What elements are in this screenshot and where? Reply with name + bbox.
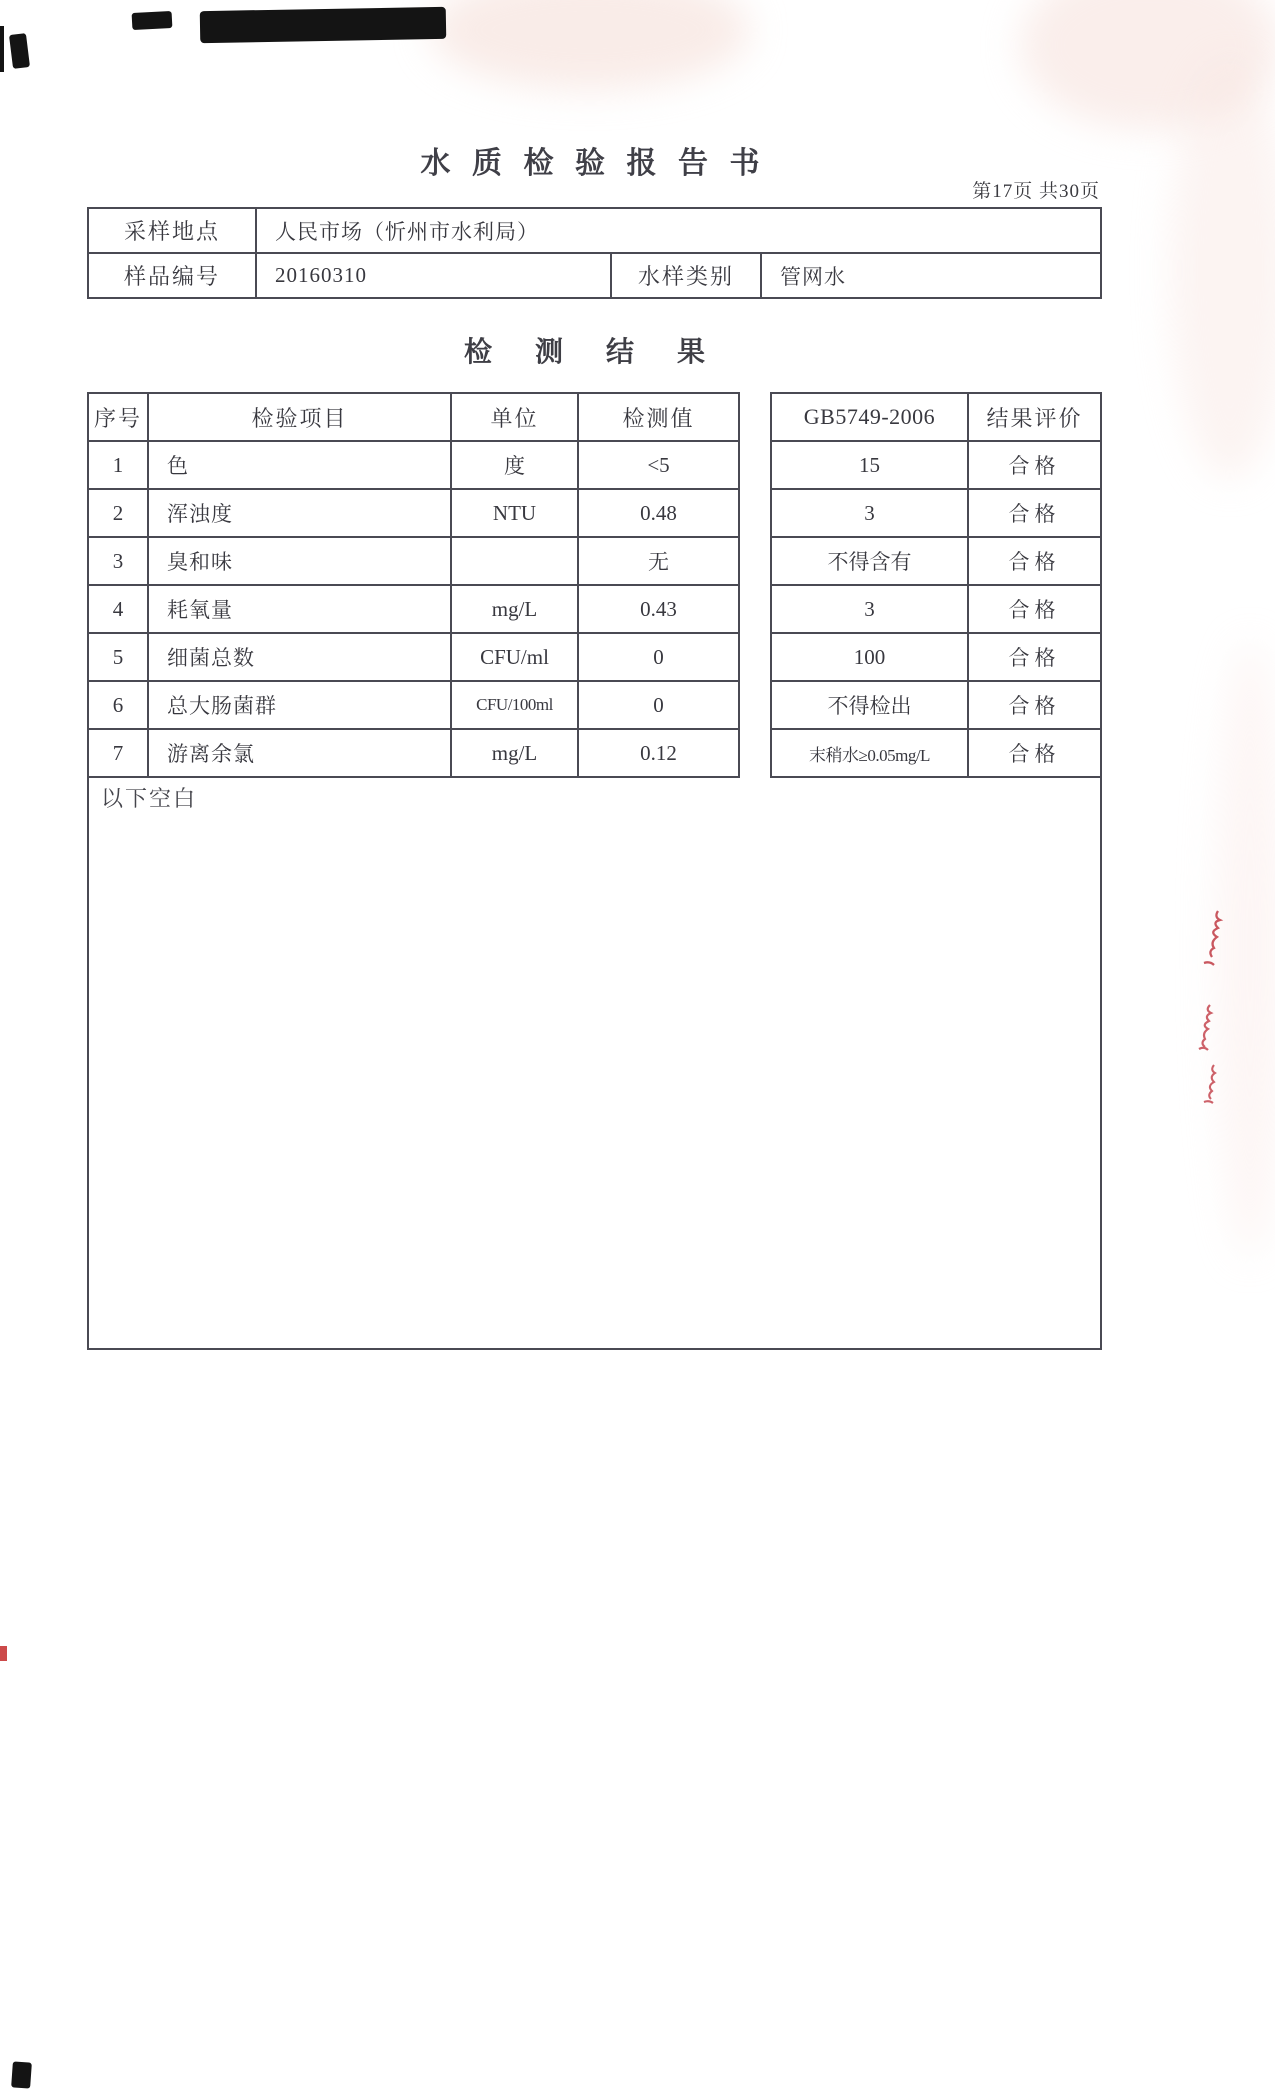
result-evaluation: 合格 [969, 586, 1102, 634]
sample-info-table [87, 207, 1102, 299]
result-evaluation: 合格 [969, 634, 1102, 682]
result-unit: mg/L [452, 586, 579, 634]
result-evaluation: 合格 [969, 730, 1102, 778]
result-item: 细菌总数 [149, 634, 452, 682]
result-standard: 15 [772, 442, 969, 490]
result-value: 0.43 [579, 586, 740, 634]
result-item: 色 [149, 442, 452, 490]
red-squiggle-marks [1188, 903, 1238, 1113]
result-standard: 3 [772, 490, 969, 538]
result-standard: 不得含有 [772, 538, 969, 586]
sample-no-label: 样品编号 [89, 254, 257, 299]
scan-tint-top-center [430, 0, 750, 90]
scan-tint-right-low [1215, 640, 1275, 1260]
result-evaluation: 合格 [969, 538, 1102, 586]
water-type-label: 水样类别 [612, 254, 762, 299]
scan-mark-bottom-left [11, 2061, 32, 2088]
result-unit: CFU/100ml [452, 682, 579, 730]
scan-mark-top-bar [200, 7, 447, 43]
sample-no-value: 20160310 [257, 254, 612, 299]
result-unit: CFU/ml [452, 634, 579, 682]
result-value: 0.48 [579, 490, 740, 538]
result-unit [452, 538, 579, 586]
col-header-unit: 单位 [452, 394, 579, 442]
result-value: 0 [579, 634, 740, 682]
result-unit: NTU [452, 490, 579, 538]
result-value: 0 [579, 682, 740, 730]
result-seq: 7 [89, 730, 149, 778]
result-unit: 度 [452, 442, 579, 490]
water-type-value: 管网水 [762, 254, 1102, 299]
result-evaluation: 合格 [969, 442, 1102, 490]
result-seq: 3 [89, 538, 149, 586]
result-item: 游离余氯 [149, 730, 452, 778]
result-evaluation: 合格 [969, 682, 1102, 730]
page-title: 水 质 检 验 报 告 书 [420, 147, 767, 180]
result-item: 浑浊度 [149, 490, 452, 538]
result-standard: 3 [772, 586, 969, 634]
col-header-seq: 序号 [89, 394, 149, 442]
result-unit: mg/L [452, 730, 579, 778]
results-table-right [770, 392, 1102, 778]
scan-tint-top-right [1020, 0, 1275, 130]
sample-location-value: 人民市场（忻州市水利局） [257, 209, 1102, 254]
result-standard: 不得检出 [772, 682, 969, 730]
result-standard: 100 [772, 634, 969, 682]
result-value: 无 [579, 538, 740, 586]
scan-red-tick-left-edge [0, 1646, 7, 1661]
below-blank-box [87, 776, 1102, 1350]
result-item: 总大肠菌群 [149, 682, 452, 730]
section-title: 检 测 结 果 [463, 337, 723, 368]
col-header-standard: GB5749-2006 [772, 394, 969, 442]
col-header-value: 检测值 [579, 394, 740, 442]
result-seq: 5 [89, 634, 149, 682]
result-seq: 1 [89, 442, 149, 490]
result-value: <5 [579, 442, 740, 490]
results-table-left [87, 392, 740, 778]
result-seq: 6 [89, 682, 149, 730]
scan-tint-right-band [1170, 60, 1275, 480]
col-header-item: 检验项目 [149, 394, 452, 442]
result-evaluation: 合格 [969, 490, 1102, 538]
result-item: 臭和味 [149, 538, 452, 586]
result-seq: 2 [89, 490, 149, 538]
below-blank-note: 以下空白 [101, 786, 198, 811]
result-item: 耗氧量 [149, 586, 452, 634]
sample-location-label: 采样地点 [89, 209, 257, 254]
result-seq: 4 [89, 586, 149, 634]
scan-mark-top-left-1 [9, 33, 30, 69]
col-header-evaluation: 结果评价 [969, 394, 1102, 442]
scan-mark-top-left-2 [132, 11, 173, 30]
scan-mark-left-edge [0, 26, 4, 72]
page-number: 第17页 共30页 [972, 181, 1100, 202]
result-value: 0.12 [579, 730, 740, 778]
result-standard: 末稍水≥0.05mg/L [772, 730, 969, 778]
